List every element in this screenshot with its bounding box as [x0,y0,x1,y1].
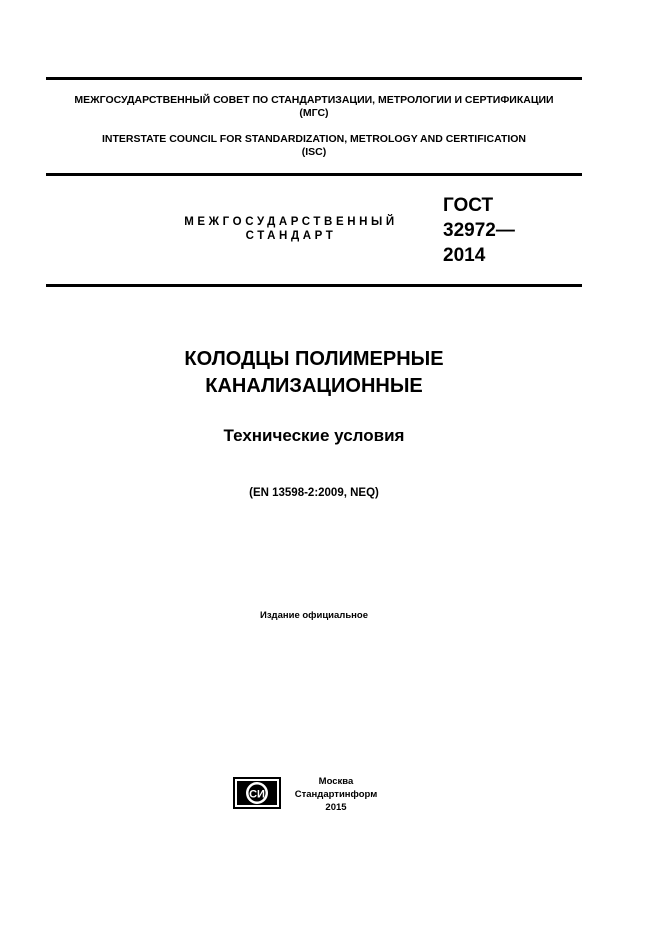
middle-rule [46,173,582,176]
title-line1: КОЛОДЦЫ ПОЛИМЕРНЫЕ [184,348,444,370]
council-name-ru-line: МЕЖГОСУДАРСТВЕННЫЙ СОВЕТ ПО СТАНДАРТИЗАЦИИ, МЕТРОЛОГИИ И СЕРТИФИКАЦИИ [74,94,554,106]
standard-type [160,215,422,243]
publisher-city: Москва [318,776,354,787]
publisher-year: 2015 [325,802,347,813]
document-title [90,346,538,400]
council-name-en [46,133,582,159]
gost-year: 2014 [443,245,486,266]
gost-label: ГОСТ [443,195,494,216]
svg-text:СИ: СИ [249,788,265,801]
standard-type-line2: СТАНДАРТ [245,230,337,242]
publisher-block [286,775,386,814]
council-abbr-en: (ISC) [301,146,327,158]
bottom-rule [46,284,582,287]
title-line2: КАНАЛИЗАЦИОННЫЕ [205,375,423,397]
council-abbr-ru: (МГС) [299,107,329,119]
standard-reference: (EN 13598-2:2009, NEQ) [249,487,379,499]
gost-number: 32972— [443,220,515,241]
gost-designation [443,193,515,268]
publisher-name: Стандартинформ [294,789,378,800]
council-name-en-line: INTERSTATE COUNCIL FOR STANDARDIZATION, METROLOGY AND CERTIFICATION [101,133,527,145]
council-name-ru [46,94,582,120]
standard-type-line1: МЕЖГОСУДАРСТВЕННЫЙ [184,216,398,228]
top-rule [46,77,582,80]
document-subtitle: Технические условия [223,426,405,445]
standartinform-logo-icon [233,777,281,809]
edition-note: Издание официальное [260,610,368,621]
